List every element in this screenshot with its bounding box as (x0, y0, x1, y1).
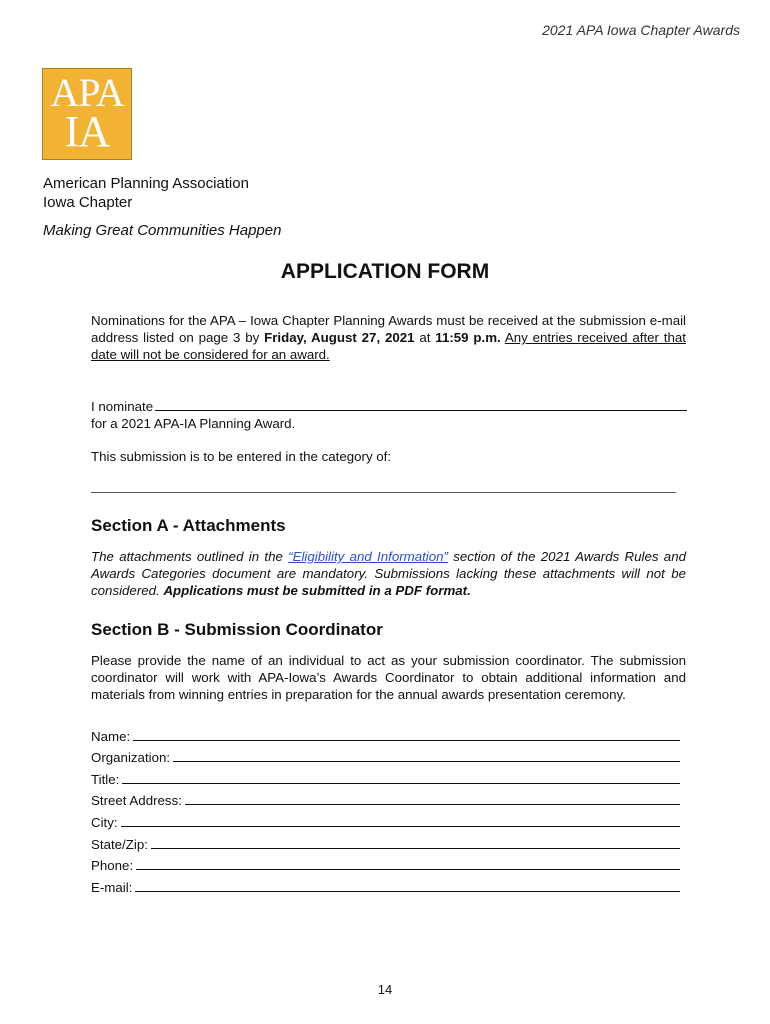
deadline-time: 11:59 p.m. (435, 330, 501, 345)
organization-block (43, 174, 249, 212)
organization-chapter: Iowa Chapter (43, 194, 133, 211)
deadline-warning: Any entries received after that date will not be considered for an award. (91, 330, 686, 362)
field-name (91, 722, 680, 744)
apa-ia-logo (42, 68, 132, 160)
field-label: Phone: (91, 858, 134, 874)
field-label: Organization: (91, 750, 171, 766)
phone-blank[interactable] (136, 869, 680, 870)
section-a-heading: Section A - Attachments (91, 516, 286, 535)
category-blank[interactable] (91, 492, 676, 493)
field-phone (91, 852, 680, 874)
field-label: State/Zip: (91, 836, 148, 852)
organization-blank[interactable] (173, 761, 680, 762)
coordinator-fields (91, 722, 680, 895)
pdf-requirement: Applications must be submitted in a PDF format. (163, 583, 471, 598)
running-header: 2021 APA Iowa Chapter Awards (542, 22, 740, 38)
logo-text-apa: APA (50, 70, 124, 116)
deadline-date: Friday, August 27, 2021 (264, 330, 415, 345)
nominate-label: I nominate (91, 399, 154, 414)
category-prompt: This submission is to be entered in the category of: (91, 449, 392, 464)
field-street-address (91, 787, 680, 809)
section-a-text (91, 548, 686, 599)
eligibility-link[interactable]: “Eligibility and Information” (288, 549, 448, 564)
section-a-text-before: The attachments outlined in the (91, 549, 289, 564)
nominee-blank[interactable] (155, 398, 687, 411)
state-zip-blank[interactable] (151, 848, 680, 849)
field-state-zip (91, 830, 680, 852)
field-label: E-mail: (91, 879, 133, 895)
field-title (91, 765, 680, 787)
logo-text-ia: IA (64, 107, 110, 157)
field-label: Name: (91, 728, 131, 744)
section-a-text-after: section of the 2021 Awards Rules and Awards Categories document are mandatory. Submissions lacking these attachments will not be considered. (91, 549, 686, 598)
title-blank[interactable] (122, 783, 680, 784)
intro-at: at (414, 330, 436, 345)
section-b-heading: Section B - Submission Coordinator (91, 620, 383, 639)
city-blank[interactable] (121, 826, 680, 827)
field-label: Title: (91, 771, 120, 787)
field-city (91, 808, 680, 830)
intro-text: Nominations for the APA – Iowa Chapter Planning Awards must be received at the submission e-mail address listed on page 3 by (91, 313, 686, 345)
field-email (91, 873, 680, 895)
page-title: APPLICATION FORM (280, 260, 490, 283)
nomination-block (91, 398, 687, 465)
section-b-text: Please provide the name of an individual to act as your submission coordinator. The submission coordinator will work with APA-Iowa’s Awards Coordinator to obtain additional information and materials from winning entries in preparation for the annual awards presentation ceremony. (91, 653, 686, 702)
field-organization (91, 744, 680, 766)
tagline: Making Great Communities Happen (43, 222, 282, 239)
page-number: 14 (377, 982, 393, 997)
field-label: City: (91, 814, 118, 830)
intro-paragraph (91, 312, 686, 363)
email-blank[interactable] (135, 891, 680, 892)
organization-name: American Planning Association (43, 175, 249, 192)
street-address-blank[interactable] (185, 804, 680, 805)
field-label: Street Address: (91, 793, 182, 809)
name-blank[interactable] (133, 740, 680, 741)
nominate-suffix: for a 2021 APA-IA Planning Award. (91, 416, 296, 431)
